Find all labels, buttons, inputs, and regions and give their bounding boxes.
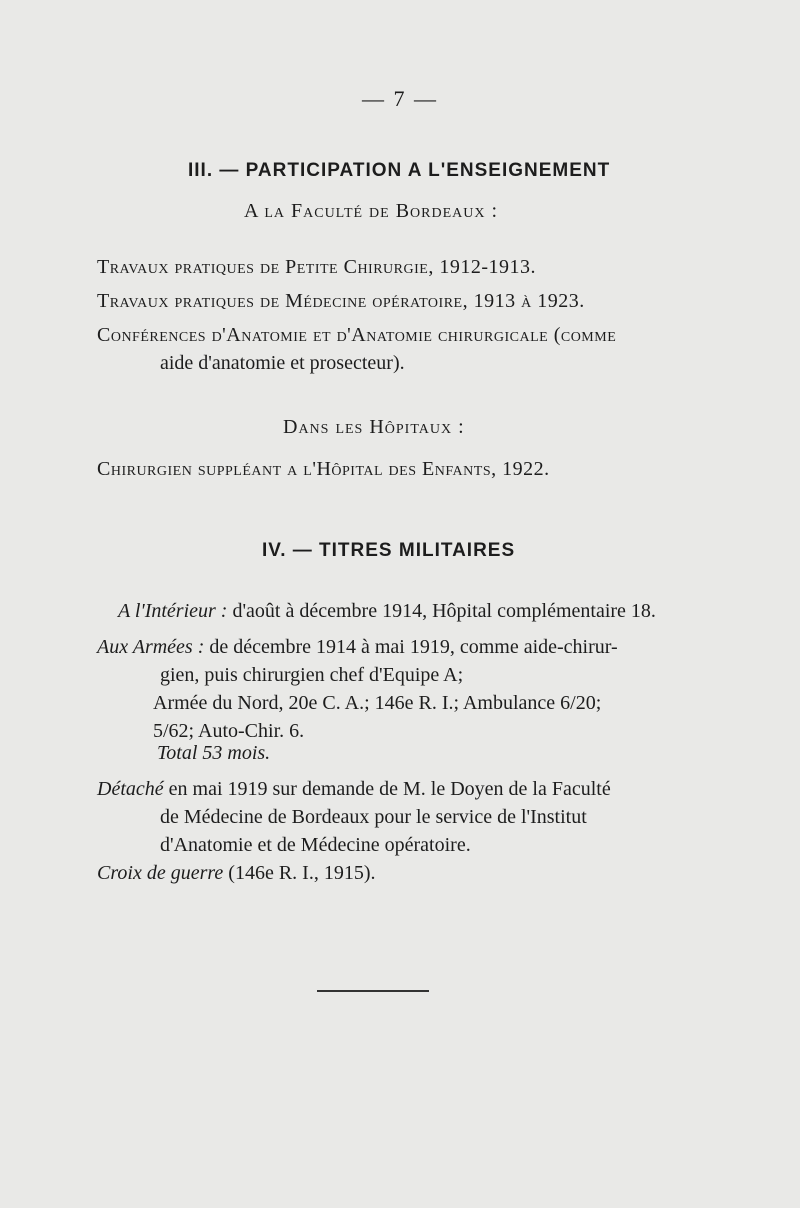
detached-continuation-2: d'Anatomie et de Médecine opératoire.	[160, 834, 471, 856]
faculty-item: Travaux pratiques de Médecine opératoire, 1913 à 1923.	[97, 290, 585, 312]
hospital-item: Chirurgien suppléant a l'Hôpital des Enfants, 1922.	[97, 458, 550, 480]
section-4-heading: IV. — TITRES MILITAIRES	[262, 540, 516, 561]
detached-text: en mai 1919 sur demande de M. le Doyen de la Faculté	[168, 778, 611, 800]
faculty-subheading: A la Faculté de Bordeaux :	[244, 200, 499, 222]
detached-label: Détaché	[97, 778, 164, 800]
interior-text: d'août à décembre 1914, Hôpital complémentaire 18.	[232, 600, 656, 622]
page-number: — 7 —	[362, 86, 438, 111]
section-3-heading: III. — PARTICIPATION A L'ENSEIGNEMENT	[188, 160, 611, 181]
total-duration: Total 53 mois.	[157, 742, 271, 764]
armies-label: Aux Armées :	[97, 636, 205, 658]
croix-text: (146e R. I., 1915).	[228, 862, 376, 884]
interior-entry	[118, 600, 656, 623]
hospitals-subheading: Dans les Hôpitaux :	[283, 416, 465, 438]
croix-label: Croix de guerre	[97, 862, 224, 884]
faculty-item: Conférences d'Anatomie et d'Anatomie chirurgicale (comme	[97, 324, 617, 346]
faculty-item-continuation: aide d'anatomie et prosecteur).	[160, 352, 405, 374]
armies-entry	[97, 636, 618, 659]
croix-entry	[97, 862, 375, 885]
interior-label: A l'Intérieur :	[118, 600, 228, 622]
faculty-item: Travaux pratiques de Petite Chirurgie, 1912-1913.	[97, 256, 536, 278]
detached-entry	[97, 778, 611, 801]
armies-text: de décembre 1914 à mai 1919, comme aide-chirur-	[209, 636, 618, 658]
armies-continuation: gien, puis chirurgien chef d'Equipe A;	[160, 664, 464, 686]
armies-units-line-2: 5/62; Auto-Chir. 6.	[153, 720, 305, 742]
closing-rule	[317, 990, 429, 992]
armies-units-line-1: Armée du Nord, 20e C. A.; 146e R. I.; Ambulance 6/20;	[153, 692, 602, 714]
detached-continuation-1: de Médecine de Bordeaux pour le service de l'Institut	[160, 806, 587, 828]
